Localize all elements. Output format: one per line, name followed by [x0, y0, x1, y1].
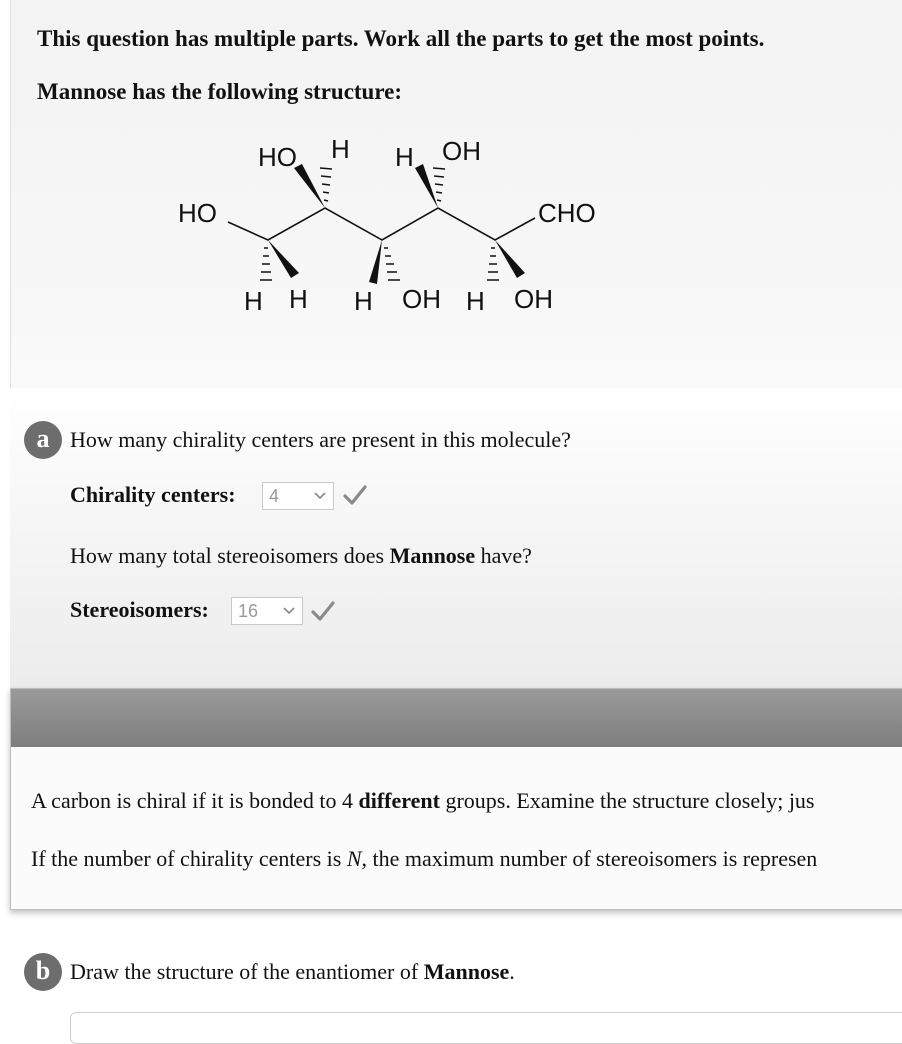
stereoisomers-question: [70, 543, 532, 569]
atom-bottom-h: H: [354, 286, 373, 316]
chirality-centers-value: 4: [269, 486, 280, 506]
stereoisomers-label: Stereoisomers:: [70, 597, 209, 622]
part-b-badge: b: [24, 953, 62, 991]
part-a-question: How many chirality centers are present in this molecule?: [70, 427, 571, 452]
chirality-centers-select[interactable]: [262, 482, 334, 510]
hint-bold: different: [358, 788, 440, 813]
atom-ho-left: HO: [178, 198, 217, 228]
checkmark-icon: [310, 600, 336, 622]
wedge-bond: [268, 240, 299, 278]
atom-bottom-oh: OH: [514, 284, 553, 314]
atom-top-ho: HO: [258, 142, 297, 172]
hint-line-stereoisomers: [31, 846, 817, 872]
chevron-down-icon: [282, 598, 296, 624]
atom-bottom-oh: OH: [402, 284, 441, 314]
stereo-question-text: How many total stereoisomers does: [70, 543, 390, 568]
atom-bottom-h: H: [289, 284, 308, 314]
part-b-text: .: [509, 959, 515, 984]
stereoisomers-select[interactable]: [231, 597, 303, 625]
drawing-area[interactable]: [70, 1012, 902, 1044]
atom-top-h2: H: [395, 142, 414, 172]
hint-text: , the maximum number of stereoisomers is represen: [361, 846, 818, 871]
part-b-bold: Mannose: [423, 959, 510, 984]
hint-line-chirality: [31, 788, 815, 814]
stereo-question-bold: Mannose: [389, 543, 476, 568]
mannose-structure: [0, 120, 902, 330]
atom-top-h1: H: [331, 134, 350, 164]
stereoisomers-value: 16: [238, 601, 259, 621]
carbon-backbone: [228, 208, 535, 240]
hint-text: A carbon is chiral if it is bonded to 4: [31, 788, 359, 813]
part-a-badge: a: [24, 421, 62, 459]
atom-top-oh: OH: [442, 136, 481, 166]
question-instructions: This question has multiple parts. Work all the parts to get the most points.: [37, 26, 765, 51]
atom-bottom-h: H: [466, 286, 485, 316]
checkmark-icon: [342, 484, 368, 506]
part-b-text: Draw the structure of the enantiomer of: [70, 959, 424, 984]
part-b-question: [70, 959, 515, 985]
chirality-centers-label: Chirality centers:: [70, 482, 236, 507]
wedge-bond: [369, 240, 382, 284]
wedge-bond: [294, 164, 325, 208]
stereo-question-end: have?: [475, 543, 532, 568]
hint-text: groups. Examine the structure closely; jus: [439, 788, 815, 813]
chevron-down-icon: [313, 483, 327, 509]
wedge-bond: [415, 164, 438, 208]
structure-intro: Mannose has the following structure:: [37, 79, 403, 104]
hint-panel: [10, 688, 902, 910]
hint-header: [11, 689, 902, 747]
atom-cho: CHO: [538, 198, 596, 228]
hint-variable: N: [346, 846, 362, 871]
hint-text: If the number of chirality centers is: [31, 846, 347, 871]
wedge-bond: [495, 240, 525, 278]
atom-bottom-h: H: [244, 286, 263, 316]
